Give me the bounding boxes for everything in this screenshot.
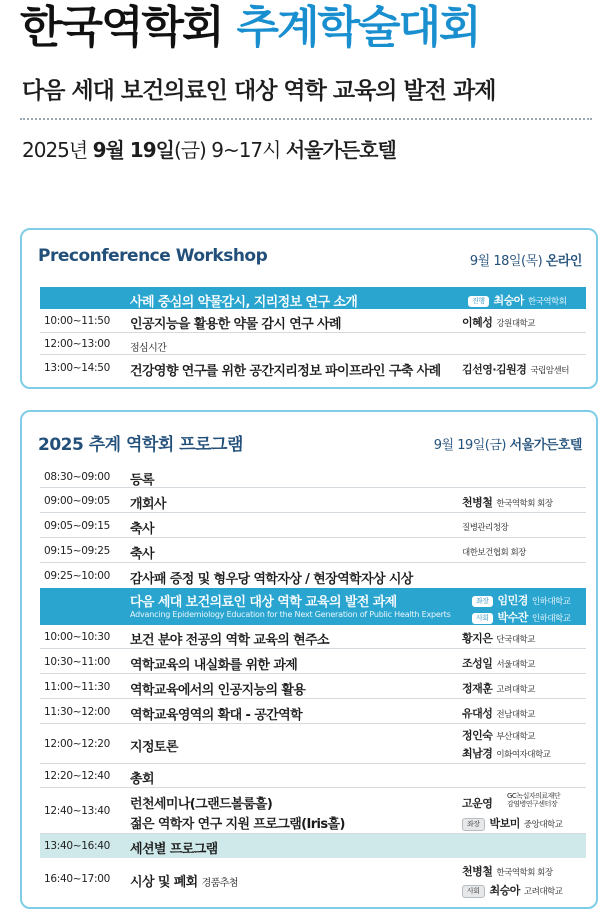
row-time: 12:20~12:40 [44, 770, 111, 782]
row-title: 역학교육에서의 인공지능의 활용 [130, 683, 306, 698]
speaker-name: 유대성 [462, 707, 493, 720]
chair-name: 임민경 [497, 594, 528, 607]
row-speaker [462, 361, 569, 377]
row-title: 점심시간 [130, 343, 167, 354]
row-title: 건강영향 연구를 위한 공간지리정보 파이프라인 구축 사례 [130, 364, 441, 379]
row-speaker [462, 815, 562, 831]
table-row [40, 465, 586, 488]
speaker-name: 정재훈 [462, 682, 493, 695]
row-speaker [462, 705, 535, 721]
row-time: 09:00~09:05 [44, 495, 111, 507]
table-row [40, 355, 586, 381]
table-row [40, 674, 586, 699]
row-time: 08:30~09:00 [44, 471, 111, 483]
speaker-affiliation: 서울대학교 [496, 660, 535, 670]
table-row [40, 764, 586, 788]
table-row [40, 649, 586, 674]
speaker-affiliation: 강원대학교 [496, 319, 535, 329]
date-prefix: 2025년 [22, 138, 93, 162]
row-time: 12:40~13:40 [44, 805, 111, 817]
table-row [40, 858, 586, 902]
event-subtitle: 다음 세대 보건의료인 대상 역학 교육의 발전 과제 [22, 78, 496, 104]
workshop-date [470, 250, 582, 269]
table-row [40, 488, 586, 513]
row-title: 인공지능을 활용한 약물 감시 연구 사례 [130, 317, 341, 332]
row-time: 12:00~13:00 [44, 338, 111, 350]
table-row [40, 563, 586, 588]
main-session-title-en: Advancing Epidemiology Education for the Next Generation of Public Health Experts [130, 610, 451, 619]
row-title: 개회사 [130, 497, 166, 512]
speaker-name: 천병철 [462, 865, 493, 878]
speaker-affiliation: 고려대학교 [496, 685, 535, 695]
speaker-affiliation: 중앙대학교 [523, 820, 563, 830]
table-row [40, 724, 586, 764]
moderator-tag: 사회 [462, 885, 485, 898]
program-table [40, 465, 586, 902]
row-time: 11:00~11:30 [44, 681, 111, 693]
row-time: 11:30~12:00 [44, 706, 111, 718]
row-title: 등록 [130, 473, 154, 488]
date-venue: 서울가든호텔 [285, 138, 396, 162]
row-time: 13:40~16:40 [44, 840, 111, 852]
chair-tag: 좌장 [472, 596, 493, 607]
closing-title: 시상 및 폐회 [130, 875, 198, 890]
sessions-bar [40, 834, 586, 858]
chair-tag: 진행 [468, 296, 489, 307]
row-speaker [462, 546, 526, 558]
event-date-line [22, 134, 396, 163]
affiliation-line1: GC녹십자의료재단 [507, 792, 561, 800]
dotted-divider [20, 118, 592, 120]
program-date [434, 434, 582, 453]
chair-affiliation: 인하대학교 [531, 597, 571, 607]
main-session-title: 다음 세대 보건의료인 대상 역학 교육의 발전 과제 [130, 595, 397, 610]
row-speaker [462, 882, 562, 898]
program-date-bold: 서울가든호텔 [509, 438, 582, 453]
title-main: 한국역학회 [20, 2, 223, 53]
row-title: 역학교육영역의 확대 - 공간역학 [130, 708, 303, 723]
speaker-affiliation: 부산대학교 [496, 732, 535, 742]
table-row [40, 538, 586, 563]
workshop-date-text: 9월 18일(목) [469, 254, 546, 269]
row-title: 감사패 증정 및 형우당 역학자상 / 현장역학자상 시상 [130, 572, 413, 587]
workshop-table [40, 287, 586, 381]
main-session-bar [40, 588, 586, 625]
row-title [130, 871, 238, 890]
row-time: 09:05~09:15 [44, 520, 111, 532]
row-speaker [462, 727, 535, 743]
speaker-affiliation: 질병관리청장 [462, 523, 509, 533]
row-title: 보건 분야 전공의 역학 교육의 현주소 [130, 633, 329, 648]
row-speaker [462, 494, 553, 510]
workshop-date-bold: 온라인 [545, 254, 582, 269]
row-speaker [462, 863, 553, 879]
speaker-affiliation [507, 792, 560, 808]
program-panel [20, 410, 598, 909]
chair-name: 최승아 [493, 294, 524, 307]
speaker-name: 천병철 [462, 496, 493, 509]
speaker-affiliation: 대한보건협회 회장 [462, 548, 526, 558]
workshop-session-chair [468, 292, 566, 308]
row-time: 10:00~10:30 [44, 631, 111, 643]
moderator-affiliation: 인하대학교 [531, 614, 571, 624]
speaker-name: 최승아 [489, 884, 520, 897]
row-title: 젊은 역학자 연구 지원 프로그램(Iris홀) [130, 817, 345, 832]
row-speaker [462, 680, 535, 696]
row-time: 10:30~11:00 [44, 656, 111, 668]
row-speaker [462, 314, 535, 330]
row-time: 09:25~10:00 [44, 570, 111, 582]
table-row [40, 333, 586, 355]
table-row [40, 309, 586, 333]
row-title: 역학교육의 내실화를 위한 과제 [130, 658, 298, 673]
table-row [40, 788, 586, 834]
date-day: (금) 9~17시 [173, 138, 286, 162]
speaker-affiliation: 한국역학회 회장 [496, 499, 553, 509]
workshop-session-title: 사례 중심의 약물감시, 지리정보 연구 소개 [130, 295, 358, 310]
affiliation-line2: 감염병연구센터장 [507, 800, 558, 808]
title-accent: 추계학술대회 [236, 2, 480, 53]
main-session-chair [472, 592, 570, 608]
row-title: 런천세미나(그랜드볼룸홀) [130, 797, 273, 812]
speaker-name: 고운영 [462, 797, 493, 810]
speaker-name: 정인숙 [462, 729, 493, 742]
row-title: 지정토론 [130, 740, 178, 755]
workshop-session-bar [40, 287, 586, 309]
row-title: 세션별 프로그램 [130, 842, 218, 857]
speaker-name: 이혜성 [462, 316, 493, 329]
chair-tag: 좌장 [462, 818, 485, 831]
speaker-affiliation: 고려대학교 [523, 887, 563, 897]
row-speaker [462, 745, 550, 761]
speaker-affiliation: 이화여자대학교 [496, 750, 551, 760]
workshop-heading: Preconference Workshop [38, 246, 268, 266]
row-time: 13:00~14:50 [44, 362, 111, 374]
closing-note: 경품추첨 [201, 878, 238, 889]
moderator-tag: 사회 [472, 613, 493, 624]
row-title: 축사 [130, 522, 154, 537]
speaker-name: 황지은 [462, 632, 493, 645]
row-speaker [462, 521, 508, 533]
table-row [40, 625, 586, 649]
table-row [40, 513, 586, 538]
row-speaker [462, 795, 492, 811]
row-time: 16:40~17:00 [44, 873, 111, 885]
row-time: 12:00~12:20 [44, 738, 111, 750]
event-title [20, 0, 590, 56]
program-date-text: 9월 19일(금) [433, 438, 510, 453]
speaker-affiliation: 단국대학교 [496, 635, 535, 645]
speaker-affiliation: 전남대학교 [496, 710, 535, 720]
moderator-name: 박수잔 [497, 611, 528, 624]
speaker-name: 박보미 [489, 817, 520, 830]
program-heading: 2025 추계 역학회 프로그램 [38, 435, 243, 455]
chair-affiliation: 한국역학회 [527, 297, 567, 307]
speaker-name: 최남경 [462, 747, 493, 760]
row-time: 10:00~11:50 [44, 315, 111, 327]
row-time: 09:15~09:25 [44, 545, 111, 557]
speaker-name: 조성일 [462, 657, 493, 670]
row-title: 축사 [130, 547, 154, 562]
table-row [40, 699, 586, 724]
speaker-affiliation: 한국역학회 회장 [496, 868, 553, 878]
row-speaker [462, 655, 535, 671]
main-session-moderator [472, 609, 570, 625]
date-bold: 9월 19일 [92, 138, 174, 162]
row-title: 총회 [130, 772, 154, 787]
speaker-name: 김선영·김원경 [462, 363, 527, 376]
row-speaker [462, 630, 535, 646]
workshop-panel [20, 228, 598, 389]
speaker-affiliation: 국립암센터 [530, 366, 569, 376]
